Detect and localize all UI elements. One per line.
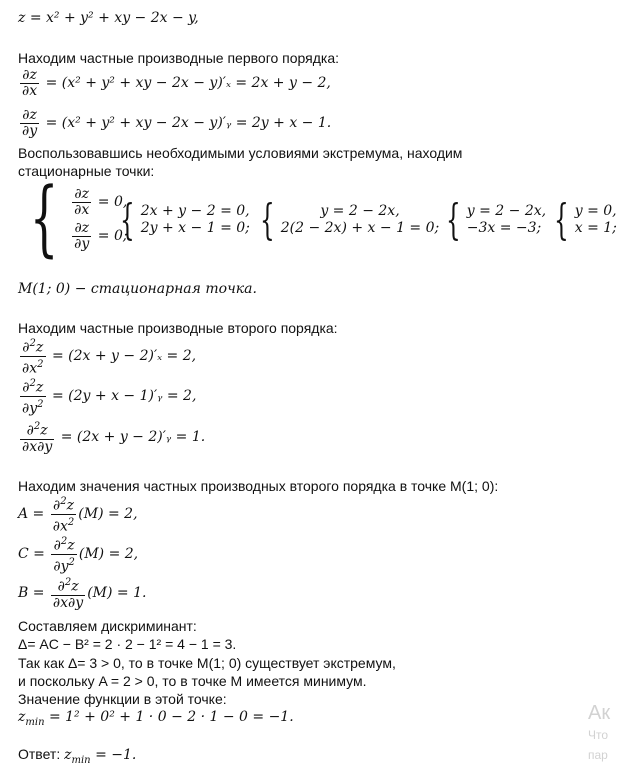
function-value-heading: Значение функции в этой точке: bbox=[18, 691, 227, 707]
dz-dx-expression: (x² + y² + xy − 2x − y)′ₓ = 2x + y − 2, bbox=[61, 75, 331, 91]
zmin-calculation-expression: = 1² + 0² + 1 · 0 − 2 · 1 − 0 = −1. bbox=[48, 709, 294, 725]
c-value-line: C = $\frac{\partial^2z}{\partial y^2}$ (M) = 2, bbox=[18, 536, 139, 575]
answer-line: Ответ: $z_{min} = -1$. bbox=[18, 746, 137, 766]
d2z-dx2-line: $\frac{\partial^2z}{\partial x^2}$ = (2x + y − 2)′ₓ = 2, bbox=[22, 338, 197, 377]
system-1-row-1: = 0, bbox=[97, 194, 128, 210]
function-definition: z = x² + y² + xy − 2x − y, bbox=[18, 10, 199, 26]
stationary-point: M(1; 0) − стационарная точка. bbox=[18, 281, 257, 297]
system-2-row-1: 2x + y − 2 = 0, bbox=[140, 203, 250, 219]
watermark-line-3: пар bbox=[588, 748, 608, 762]
answer-value: = −1. bbox=[95, 747, 137, 763]
system-brace: { bbox=[29, 171, 59, 266]
discriminant-heading: Составляем дискриминант: bbox=[18, 618, 197, 634]
values-at-point-heading: Находим значения частных производных второго порядка в точке M(1; 0): bbox=[18, 478, 499, 494]
discriminant-formula: Δ= AC − B² = 2 · 2 − 1² = 4 − 1 = 3. bbox=[18, 636, 237, 652]
system-brace: { bbox=[120, 195, 135, 244]
system-2-row-2: 2y + x − 1 = 0; bbox=[140, 220, 250, 236]
d2z-dxdy-expression: = (2x + y − 2)′ᵧ = 1. bbox=[60, 429, 206, 445]
system-brace: { bbox=[260, 195, 275, 244]
system-simplified bbox=[440, 195, 547, 244]
d2z-dy2-line: $\frac{\partial^2z}{\partial y^2}$ = (2y + x − 1)′ᵧ = 2, bbox=[22, 378, 197, 417]
answer-label: Ответ: bbox=[18, 746, 61, 762]
system-linear-equations bbox=[114, 195, 250, 244]
second-order-heading: Находим частные производные второго порядка: bbox=[18, 320, 338, 336]
b-value-expression: (M) = 1. bbox=[87, 585, 147, 601]
extremum-conditions-text-1: Воспользовавшись необходимыми условиями экстремума, находим bbox=[18, 145, 463, 161]
extremum-conditions-text-2: стационарные точки: bbox=[18, 163, 155, 179]
dz-dx-fraction: $\frac{\partial z}{\partial x}$ bbox=[22, 66, 38, 99]
d2z-dy2-expression: = (2y + x − 1)′ᵧ = 2, bbox=[51, 388, 197, 405]
a-value-expression: (M) = 2, bbox=[78, 506, 138, 523]
b-value-line: B = $\frac{\partial^2z}{\partial x\partial y}$ (M) = 1. bbox=[18, 577, 147, 611]
system-derivatives-zero: { $\frac{\partial z}{\partial x}$ = 0, $\frac{\partial z}{\partial y}$ = 0; bbox=[29, 171, 128, 266]
system-brace: { bbox=[554, 195, 569, 244]
extremum-exists-text: Так как Δ= 3 > 0, то в точке M(1; 0) существует экстремум, bbox=[18, 655, 396, 671]
watermark-activate-text: Ак bbox=[588, 702, 611, 724]
system-1-row-2: = 0; bbox=[97, 228, 128, 244]
system-4-row-2: −3x = −3; bbox=[466, 220, 542, 236]
system-substitution bbox=[254, 195, 440, 244]
dz-dy-fraction: $\frac{\partial z}{\partial y}$ bbox=[22, 106, 38, 139]
first-order-heading: Находим частные производные первого порядка: bbox=[18, 50, 340, 66]
system-5-row-1: y = 0, bbox=[574, 203, 617, 219]
system-4-row-1: y = 2 − 2x, bbox=[466, 203, 547, 219]
system-solution bbox=[548, 195, 617, 244]
d2z-dxdy-line: $\frac{\partial^2z}{\partial x\partial y}$ = (2x + y − 2)′ᵧ = 1. bbox=[22, 421, 206, 455]
dz-dy-line: $\frac{\partial z}{\partial y}$ = (x² + y² + xy − 2x − y)′ᵧ = 2y + x − 1. bbox=[22, 106, 332, 139]
d2z-dx2-expression: = (2x + y − 2)′ₓ = 2, bbox=[51, 348, 197, 365]
dz-dx-line: $\frac{\partial z}{\partial x}$ = (x² + y² + xy − 2x − y)′ₓ = 2x + y − 2, bbox=[22, 66, 331, 99]
c-value-expression: (M) = 2, bbox=[78, 546, 139, 563]
minimum-text: и поскольку A = 2 > 0, то в точке M имеется минимум. bbox=[18, 673, 367, 689]
system-3-row-1: y = 2 − 2x, bbox=[320, 203, 400, 219]
system-3-row-2: 2(2 − 2x) + x − 1 = 0; bbox=[280, 220, 440, 236]
watermark-line-2: Что bbox=[588, 728, 609, 742]
zmin-calculation: $z_{min} = 1^2 + 0^2 + 1 \cdot 0 - 2 \cdot 1 - 0 = -1$. bbox=[18, 709, 294, 728]
system-brace: { bbox=[446, 195, 461, 244]
dz-dy-expression: (x² + y² + xy − 2x − y)′ᵧ = 2y + x − 1. bbox=[61, 115, 332, 131]
system-5-row-2: x = 1; bbox=[574, 220, 617, 236]
a-value-line: A = $\frac{\partial^2z}{\partial x^2}$ (M) = 2, bbox=[18, 496, 138, 535]
